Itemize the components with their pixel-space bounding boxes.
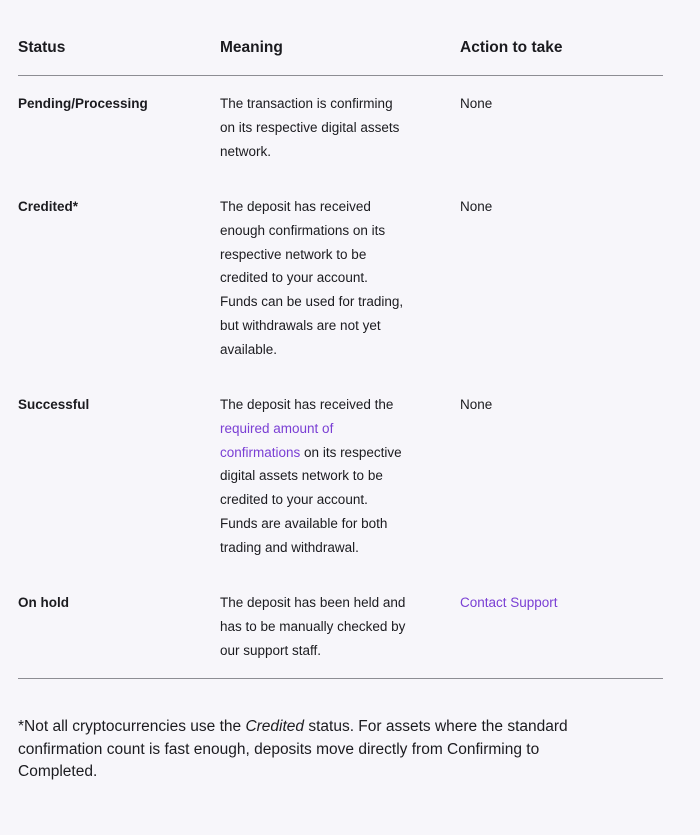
credited-status-footnote <box>18 716 638 784</box>
meaning-line: Funds can be used for trading, <box>220 294 404 310</box>
meaning-line: The deposit has received <box>220 199 371 214</box>
meaning-line: digital assets network to be <box>220 468 383 484</box>
required-confirmations-link[interactable]: required amount of <box>220 420 334 436</box>
meaning-line: The transaction is confirming <box>220 96 393 111</box>
contact-support-link[interactable]: Contact Support <box>460 595 558 610</box>
meaning-line: respective network to be <box>220 246 367 262</box>
meaning-line: our support staff. <box>220 642 322 658</box>
meaning-line: Funds are available for both <box>220 515 388 531</box>
meaning-line: The deposit has been held and <box>220 595 406 610</box>
meaning-line: but withdrawals are not yet <box>220 317 381 333</box>
meaning-line: has to be manually checked by <box>220 618 406 634</box>
meaning-line: enough confirmations on its <box>220 222 386 238</box>
table-bottom-divider <box>18 678 663 679</box>
footnote-line-2: confirmation count is fast enough, deposits move directly from Confirming to <box>18 740 540 758</box>
action-credited: None <box>460 199 493 214</box>
meaning-successful <box>220 393 430 560</box>
status-pending: Pending/Processing <box>18 96 148 111</box>
meaning-line: on its respective digital assets <box>220 119 400 135</box>
header-meaning: Meaning <box>220 39 283 56</box>
header-action: Action to take <box>460 39 563 56</box>
status-credited: Credited* <box>18 199 79 214</box>
action-successful: None <box>460 397 493 412</box>
status-on-hold: On hold <box>18 595 69 610</box>
table-header <box>18 0 663 76</box>
meaning-credited <box>220 195 430 362</box>
meaning-line: network. <box>220 143 272 159</box>
meaning-line: available. <box>220 341 278 357</box>
meaning-line: credited to your account. <box>220 492 368 508</box>
meaning-line: The deposit has received the <box>220 397 394 412</box>
footnote-emphasis: Credited <box>245 718 305 735</box>
meaning-on-hold <box>220 591 430 662</box>
footnote-prefix: *Not all cryptocurrencies use the <box>18 718 246 735</box>
footnote-line-3: Completed. <box>18 763 98 780</box>
header-status: Status <box>18 39 66 56</box>
status-successful: Successful <box>18 397 90 412</box>
meaning-line <box>220 441 430 465</box>
status-table-document <box>18 0 663 780</box>
footnote-line-1 <box>18 716 638 739</box>
meaning-line-suffix: on its respective <box>300 444 402 460</box>
meaning-pending <box>220 92 430 163</box>
required-confirmations-link-continued[interactable]: confirmations <box>220 444 301 460</box>
meaning-line: trading and withdrawal. <box>220 539 359 555</box>
footnote-suffix: status. For assets where the standard <box>304 718 568 735</box>
action-pending: None <box>460 96 493 111</box>
meaning-line: credited to your account. <box>220 270 368 286</box>
